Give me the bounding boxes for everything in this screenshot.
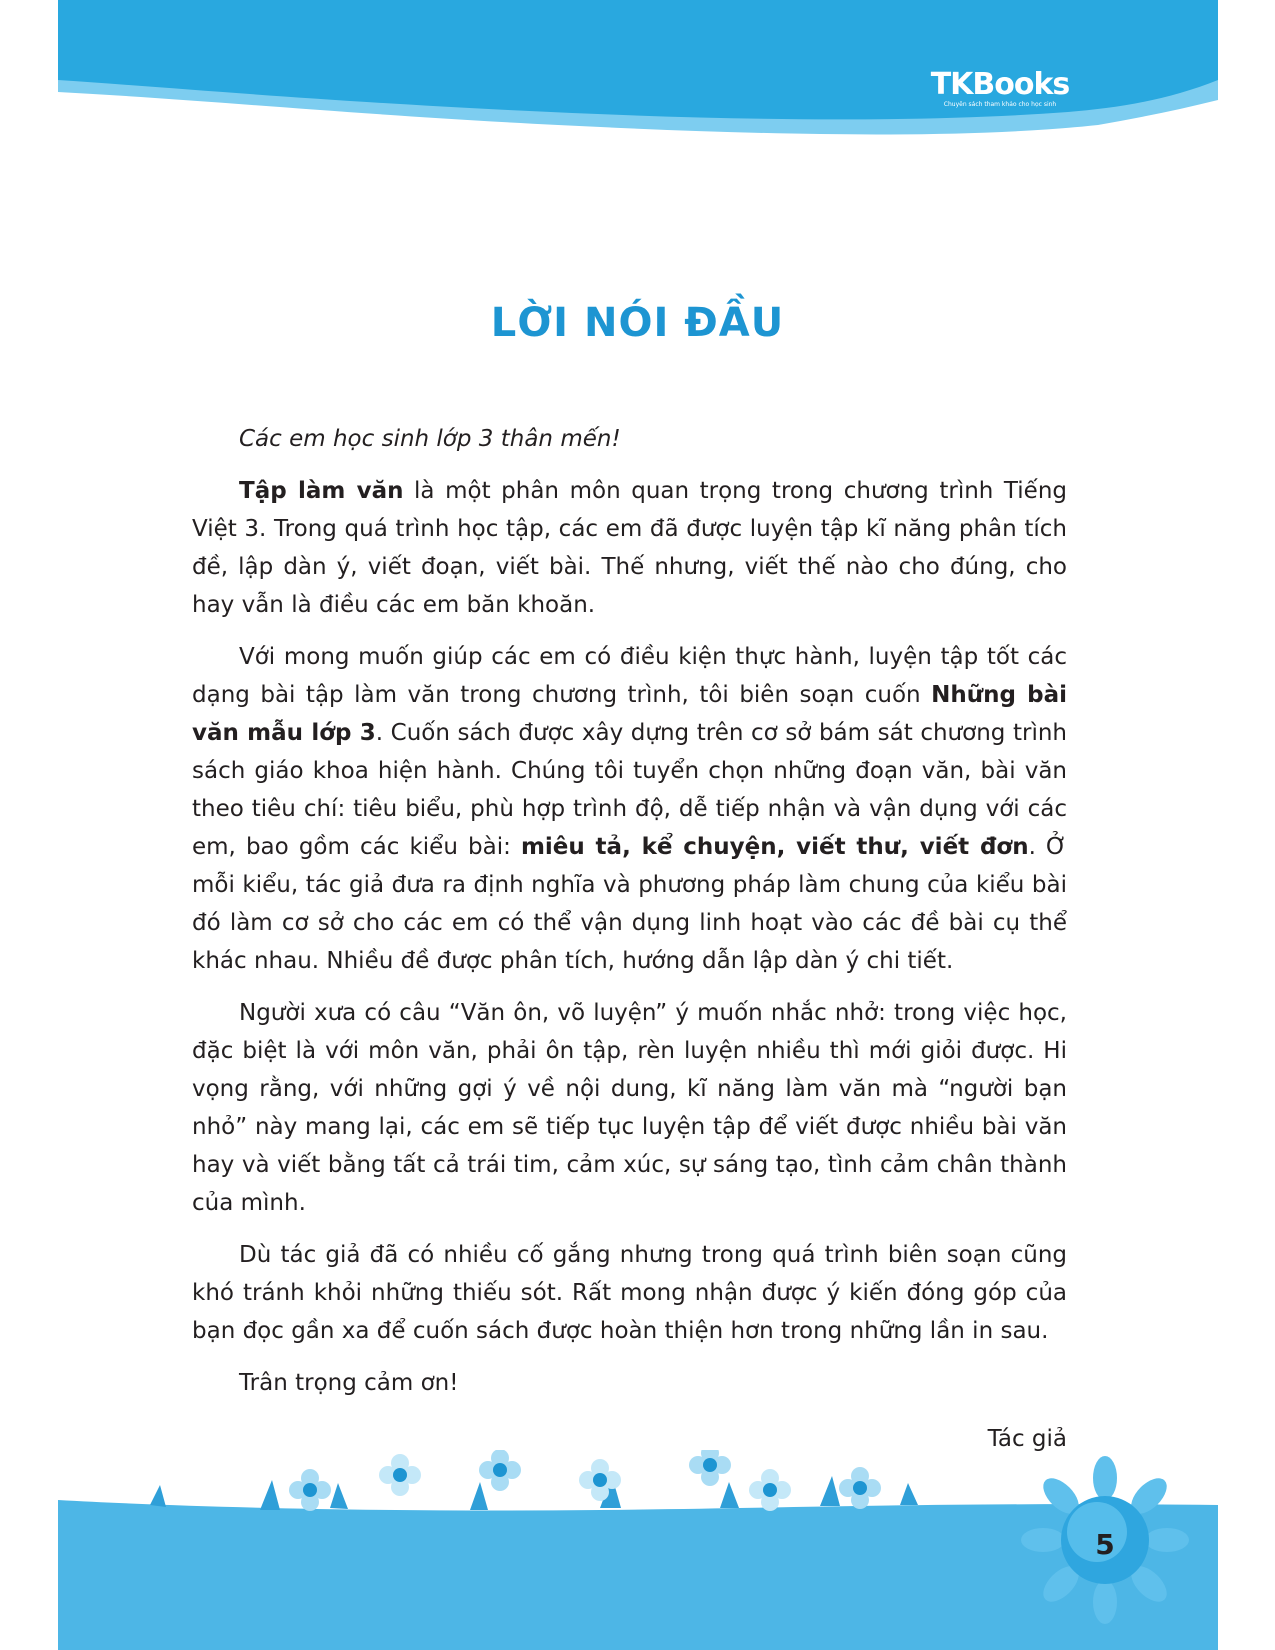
closing: Trân trọng cảm ơn!: [239, 1370, 459, 1396]
flower-2: [379, 1454, 421, 1496]
signature: Tác giả: [987, 1426, 1067, 1452]
p1-bold: Tập làm văn: [239, 478, 404, 504]
p2-text-2: . Cuốn sách được xây dựng trên cơ sở bám sát chương trình sách giáo khoa hiện hành. Chúng tôi tuyển chọn những đoạn văn, bài văn theo tiêu chí: tiêu biểu, phù hợp trình độ, dễ tiếp nhận và vận dụng với các em, bao gồm các kiểu bài:: [192, 720, 1067, 860]
greeting: Các em học sinh lớp 3 thân mến!: [239, 426, 621, 452]
p1-text: là một phân môn quan trọng trong chương trình Tiếng Việt 3. Trong quá trình học tập, các em đã được luyện tập kĩ năng phân tích đề, lập dàn ý, viết đoạn, viết bài. Thế nhưng, viết thế nào cho đúng, cho hay vẫn là điều các em băn khoăn.: [192, 478, 1067, 618]
essay-types: miêu tả, kể chuyện, viết thư, viết đơn: [520, 834, 1029, 860]
preface-body: [192, 420, 1067, 1472]
flower-3: [479, 1450, 521, 1491]
flower-5: [689, 1450, 731, 1486]
p2-text-3: . Ở mỗi kiểu, tác giả đưa ra định nghĩa và phương pháp làm chung của kiểu bài đó làm cơ sở cho các em có thể vận dụng linh hoạt vào các đề bài cụ thể khác nhau. Nhiều đề được phân tích, hướng dẫn lập dàn ý chi tiết.: [192, 834, 1068, 974]
paragraph-1: [192, 472, 1067, 624]
footer-ground: [58, 1500, 1218, 1650]
paragraph-3: Người xưa có câu “Văn ôn, võ luyện” ý muốn nhắc nhở: trong việc học, đặc biệt là với môn văn, phải ôn tập, rèn luyện nhiều thì mới giỏi được. Hi vọng rằng, với những gợi ý về nội dung, kĩ năng làm văn mà “người bạn nhỏ” này mang lại, các em sẽ tiếp tục luyện tập để viết được nhiều bài văn hay và viết bằng tất cả trái tim, cảm xúc, sự sáng tạo, tình cảm chân thành của mình.: [192, 1000, 1067, 1216]
page-number: 5: [1095, 1528, 1115, 1561]
paragraph-2: [192, 638, 1067, 980]
paragraph-4: Dù tác giả đã có nhiều cố gắng nhưng trong quá trình biên soạn cũng khó tránh khỏi những thiếu sót. Rất mong nhận được ý kiến đóng góp của bạn đọc gần xa để cuốn sách được hoàn thiện hơn trong những lần in sau.: [192, 1242, 1067, 1344]
page-title: LỜI NÓI ĐẦU: [490, 300, 785, 346]
flower-6: [749, 1469, 791, 1511]
p2-text-1: Với mong muốn giúp các em có điều kiện thực hành, luyện tập tốt các dạng bài tập làm văn trong chương trình, tôi biên soạn cuốn: [192, 644, 1067, 708]
grass-blades: [150, 1476, 918, 1510]
book-title: Những bài văn mẫu lớp 3: [192, 682, 1067, 746]
logo-tagline: Chuyên sách tham khảo cho học sinh: [943, 101, 1057, 108]
flower-7: [839, 1467, 881, 1509]
flower-1: [289, 1469, 331, 1511]
logo-text: TKBooks: [930, 67, 1070, 102]
tkbooks-logo: [930, 67, 1070, 120]
